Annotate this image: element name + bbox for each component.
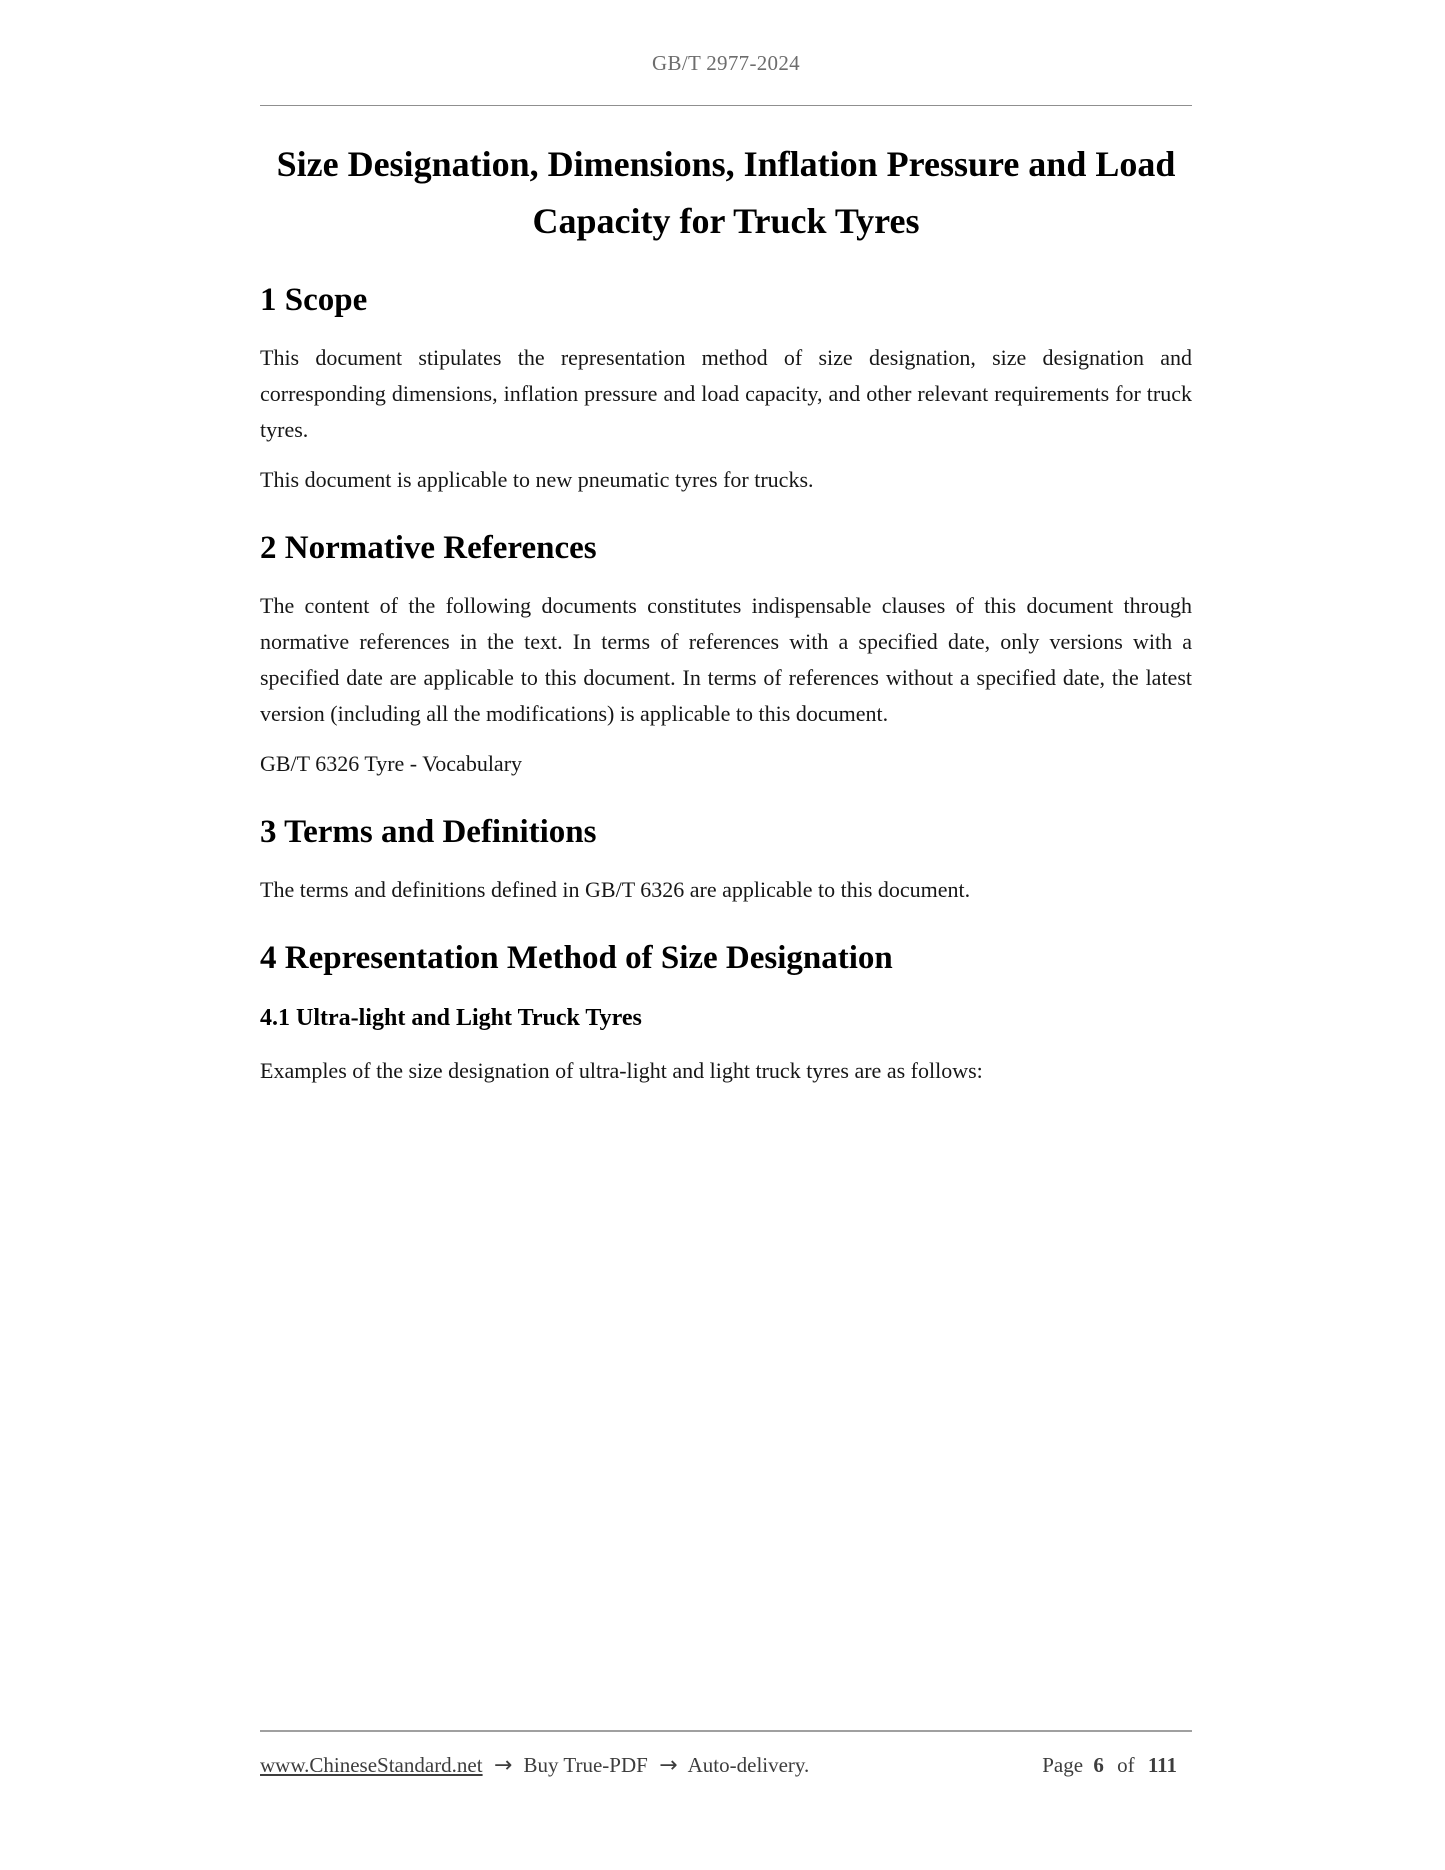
paragraph: The terms and definitions defined in GB/T 6326 are applicable to this document.: [260, 877, 971, 902]
paragraph-reference: GB/T 6326 Tyre - Vocabulary: [260, 751, 523, 776]
paragraph: Examples of the size designation of ultra-light and light truck tyres are as follows:: [260, 1058, 983, 1083]
page-content: [260, 0, 1192, 1089]
paragraph: The content of the following documents constitutes indispensable clauses of this document through normative references in the text. In terms of references with a specified date, only versions with a specified date are applicable to this document. In terms of references without a specified date, the latest version (including all the modifications) is applicable to this document.: [260, 593, 1192, 726]
page-label: Page: [1042, 1753, 1084, 1777]
title-line-2: Capacity for Truck Tyres: [532, 201, 920, 241]
section-heading-terms-and-definitions: 3 Terms and Definitions: [260, 814, 597, 850]
document-title: [260, 136, 1192, 250]
section-heading-scope: 1 Scope: [260, 282, 368, 318]
subsection-heading-ultra-light: 4.1 Ultra-light and Light Truck Tyres: [260, 1005, 642, 1031]
paragraph: This document is applicable to new pneumatic tyres for trucks.: [260, 467, 814, 492]
section-terms-and-definitions: [260, 812, 1192, 908]
page-of-label: of: [1117, 1753, 1135, 1777]
page-current-number: 6: [1093, 1753, 1104, 1777]
section-heading-normative-references: 2 Normative References: [260, 530, 597, 566]
footer-action-buy: Buy True-PDF: [523, 1753, 648, 1777]
footer-divider: [260, 1730, 1192, 1732]
footer-action-delivery: Auto-delivery.: [687, 1753, 810, 1777]
title-line-1: Size Designation, Dimensions, Inflation Pressure and Load: [276, 144, 1176, 184]
section-normative-references: [260, 528, 1192, 782]
right-arrow-icon: →: [659, 1753, 678, 1778]
doc-number: GB/T 2977-2024: [652, 51, 800, 75]
footer-row: [260, 1751, 1192, 1780]
page-indicator: [1042, 1751, 1192, 1779]
right-arrow-icon: →: [493, 1753, 513, 1778]
section-representation-method: [260, 938, 1192, 1089]
page-footer: [260, 1730, 1192, 1780]
footer-website-link[interactable]: www.ChineseStandard.net: [260, 1753, 483, 1777]
section-scope: [260, 280, 1192, 498]
header-divider: [260, 105, 1192, 106]
page-total-number: 111: [1147, 1753, 1177, 1777]
footer-source-line: [260, 1751, 809, 1780]
paragraph: This document stipulates the representation method of size designation, size designation and corresponding dimensions, inflation pressure and load capacity, and other relevant requirements for truck tyres.: [260, 345, 1192, 442]
section-heading-representation-method: 4 Representation Method of Size Designation: [260, 940, 893, 976]
